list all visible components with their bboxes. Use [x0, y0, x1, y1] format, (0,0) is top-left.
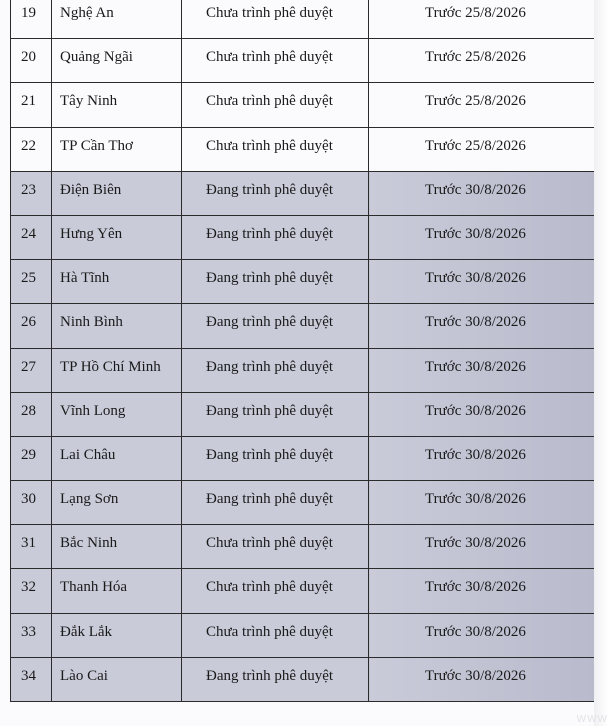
table-row [11, 304, 595, 348]
province-name: Lào Cai [52, 657, 182, 701]
table-row [11, 481, 595, 525]
approval-status: Đang trình phê duyệt [182, 392, 369, 436]
row-number: 32 [11, 569, 52, 613]
row-number: 34 [11, 657, 52, 701]
deadline: Trước 25/8/2026 [369, 127, 595, 171]
deadline: Trước 30/8/2026 [369, 348, 595, 392]
approval-status: Chưa trình phê duyệt [182, 613, 369, 657]
province-name: Lạng Sơn [52, 481, 182, 525]
province-name: Hưng Yên [52, 215, 182, 259]
deadline: Trước 30/8/2026 [369, 304, 595, 348]
row-number: 25 [11, 260, 52, 304]
table-row [11, 0, 595, 39]
province-status-table [10, 0, 595, 702]
table-row [11, 436, 595, 480]
row-number: 26 [11, 304, 52, 348]
deadline: Trước 30/8/2026 [369, 657, 595, 701]
approval-status: Đang trình phê duyệt [182, 436, 369, 480]
row-number: 30 [11, 481, 52, 525]
deadline: Trước 30/8/2026 [369, 613, 595, 657]
table-row [11, 83, 595, 127]
province-name: Tây Ninh [52, 83, 182, 127]
row-number: 27 [11, 348, 52, 392]
deadline: Trước 30/8/2026 [369, 481, 595, 525]
approval-status: Chưa trình phê duyệt [182, 127, 369, 171]
deadline: Trước 25/8/2026 [369, 83, 595, 127]
deadline: Trước 30/8/2026 [369, 436, 595, 480]
approval-status: Chưa trình phê duyệt [182, 569, 369, 613]
deadline: Trước 30/8/2026 [369, 171, 595, 215]
scan-edge-shadow [594, 0, 608, 726]
province-name: Vĩnh Long [52, 392, 182, 436]
table-row [11, 348, 595, 392]
table-row [11, 657, 595, 701]
row-number: 22 [11, 127, 52, 171]
province-name: Quảng Ngãi [52, 39, 182, 83]
approval-status: Đang trình phê duyệt [182, 657, 369, 701]
table-row [11, 39, 595, 83]
approval-status: Chưa trình phê duyệt [182, 39, 369, 83]
table-row [11, 613, 595, 657]
province-name: TP Hồ Chí Minh [52, 348, 182, 392]
watermark: WWW [576, 714, 608, 725]
province-name: Đắk Lắk [52, 613, 182, 657]
approval-status: Đang trình phê duyệt [182, 260, 369, 304]
table-row [11, 260, 595, 304]
approval-status: Đang trình phê duyệt [182, 348, 369, 392]
province-name: Ninh Bình [52, 304, 182, 348]
province-name: Hà Tĩnh [52, 260, 182, 304]
row-number: 24 [11, 215, 52, 259]
province-name: Lai Châu [52, 436, 182, 480]
row-number: 23 [11, 171, 52, 215]
row-number: 21 [11, 83, 52, 127]
table-row [11, 569, 595, 613]
approval-status: Chưa trình phê duyệt [182, 0, 369, 39]
row-number: 29 [11, 436, 52, 480]
approval-status: Chưa trình phê duyệt [182, 83, 369, 127]
approval-status: Đang trình phê duyệt [182, 171, 369, 215]
table-row [11, 392, 595, 436]
row-number: 31 [11, 525, 52, 569]
table-row [11, 525, 595, 569]
table-body [11, 0, 595, 702]
table-row [11, 127, 595, 171]
deadline: Trước 30/8/2026 [369, 569, 595, 613]
deadline: Trước 30/8/2026 [369, 260, 595, 304]
deadline: Trước 30/8/2026 [369, 525, 595, 569]
approval-status: Đang trình phê duyệt [182, 304, 369, 348]
province-name: Bắc Ninh [52, 525, 182, 569]
table-row [11, 171, 595, 215]
deadline: Trước 25/8/2026 [369, 0, 595, 39]
province-name: Điện Biên [52, 171, 182, 215]
approval-status: Đang trình phê duyệt [182, 215, 369, 259]
deadline: Trước 25/8/2026 [369, 39, 595, 83]
row-number: 20 [11, 39, 52, 83]
deadline: Trước 30/8/2026 [369, 392, 595, 436]
province-name: TP Cần Thơ [52, 127, 182, 171]
row-number: 33 [11, 613, 52, 657]
approval-status: Đang trình phê duyệt [182, 481, 369, 525]
row-number: 28 [11, 392, 52, 436]
province-name: Nghệ An [52, 0, 182, 39]
approval-status: Chưa trình phê duyệt [182, 525, 369, 569]
table-row [11, 215, 595, 259]
deadline: Trước 30/8/2026 [369, 215, 595, 259]
row-number: 19 [11, 0, 52, 39]
province-name: Thanh Hóa [52, 569, 182, 613]
